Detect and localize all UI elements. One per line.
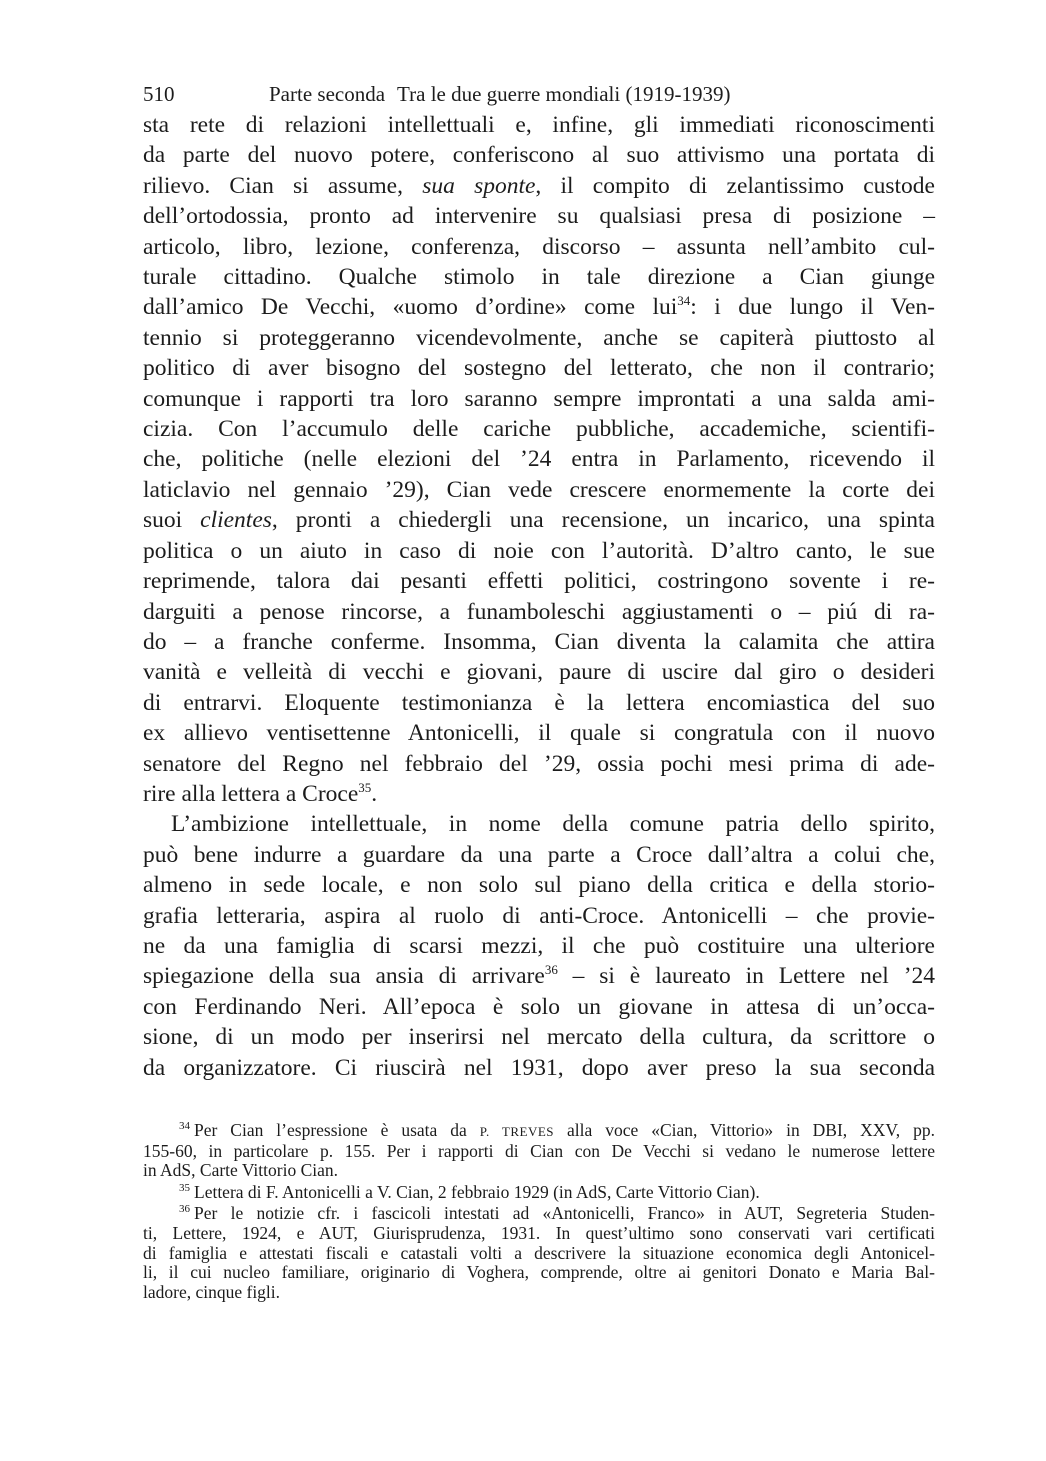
running-head-part: Parte seconda [269,82,386,106]
footnote-line [143,1204,935,1224]
text-span: , il compito di zelantissimo custode [535,172,935,199]
author-name: P. TREVES [479,1124,555,1139]
text-span: Per Cian l’espressione è usata da [194,1120,480,1140]
text-span: alla voce «Cian, Vittorio» in DBI, XXV, pp. [554,1120,935,1140]
footnotes [143,1121,935,1304]
text-span: rilievo. Cian si assume, [143,172,423,199]
italic-phrase: clientes [200,507,272,534]
text-line: sta rete di relazioni intellettuali e, infine, gli immediati riconoscimenti [143,112,935,138]
paragraph-1 [143,110,935,809]
footnote-number: 36 [179,1203,190,1216]
footnote-35 [143,1183,935,1203]
footnote-line: 155-60, in particolare p. 155. Per i rapporti di Cian con De Vecchi si vedano le numerose lettere [143,1140,935,1161]
text-span: , pronti a chiedergli una recensione, un incarico, una spinta [271,507,935,534]
text-line: che, politiche (nelle elezioni del ’24 entra in Parlamento, ricevendo il [143,446,935,473]
text-line: dell’ortodossia, pronto ad intervenire su qualsiasi presa di posizione – [143,203,935,230]
text-line [143,292,935,322]
text-line: grafia letteraria, aspira al ruolo di anti-Croce. Antonicelli – che provie- [143,902,935,929]
running-head [143,80,935,110]
text-line: sione, di un modo per inserirsi nel mercato della cultura, da scrittore o [143,1024,935,1051]
text-line: ex allievo ventisettenne Antonicelli, il quale si congratula con il nuovo [143,720,935,747]
text-line: darguiti a penose rincorse, a funamboleschi aggiustamenti o – piú di ra- [143,598,935,625]
text-line [143,171,935,201]
text-span: spiegazione della sua ansia di arrivare [143,963,545,990]
text-line: di entrarvi. Eloquente testimonianza è la lettera encomiastica del suo [143,689,935,716]
text-line [143,961,935,991]
text-line: turale cittadino. Qualche stimolo in tale direzione a Cian giunge [143,264,935,291]
page [143,80,935,1083]
paragraph-2 [143,809,935,1083]
text-line: almeno in sede locale, e non solo sul piano della critica e della storio- [143,872,935,899]
text-line: senatore del Regno nel febbraio del ’29, ossia pochi mesi prima di ade- [143,750,935,777]
footnote-line: ti, Lettere, 1924, e AUT, Giurisprudenza, 1931. In quest’ultimo sono conservati vari certificati [143,1222,935,1243]
footnote-line [143,1121,935,1142]
page-number: 510 [143,82,175,106]
footnote-number: 34 [179,1120,190,1132]
text-span: suoi [143,507,201,534]
text-line [143,505,935,535]
italic-phrase: sua sponte [422,172,536,199]
text-span: : i due lungo il Ven- [690,294,935,321]
footnote-34 [143,1121,935,1181]
text-line: politico di aver bisogno del sostegno del letterato, che non il contrario; [143,355,935,382]
text-line: tennio si proteggeranno vicendevolmente, anche se capiterà piuttosto al [143,324,935,351]
footnote-ref-34[interactable]: 34 [677,293,691,309]
text-line: comunque i rapporti tra loro saranno sempre improntati a una salda ami- [143,385,935,412]
text-span: rire alla lettera a Croce [143,780,359,807]
text-line: da organizzatore. Ci riuscirà nel 1931, dopo aver preso la sua seconda [143,1054,935,1081]
text-line: vanità e velleità di vecchi e giovani, paure di uscire dal giro o desideri [143,659,935,686]
text-span: Per le notizie cfr. i fascicoli intestati ad «Antonicelli, Franco» in AUT, Segreteria Studen- [194,1203,935,1224]
text-line: reprimende, talora dai pesanti effetti politici, costringono sovente i re- [143,568,935,595]
footnote-ref-35[interactable]: 35 [358,779,372,795]
text-line: cizia. Con l’accumulo delle cariche pubbliche, accademiche, scientifi- [143,416,935,443]
text-line: ne da una famiglia di scarsi mezzi, il che può costituire una ulteriore [143,932,935,959]
text-line [143,779,935,809]
footnote-line: li, il cui nucleo familiare, originario di Voghera, comprende, oltre ai genitori Donato e Maria Bal- [143,1262,935,1283]
footnote-number: 35 [179,1181,190,1194]
footnote-ref-36[interactable]: 36 [544,962,558,978]
text-span: Lettera di F. Antonicelli a V. Cian, 2 febbraio 1929 (in AdS, Carte Vittorio Cian). [194,1181,760,1202]
text-span: – si è laureato in Lettere nel ’24 [557,963,936,990]
footnote-line [143,1183,935,1203]
running-head-chapter: Tra le due guerre mondiali (1919-1939) [397,82,731,106]
footnote-36 [143,1204,935,1302]
footnote-line: ladore, cinque figli. [143,1281,281,1302]
text-line: politica o un aiuto in caso di noie con l’autorità. D’altro canto, le sue [143,537,935,564]
text-span: dall’amico De Vecchi, «uomo d’ordine» come lui [143,294,678,321]
footnote-line: di famiglia e attestati fiscali e catastali volti a descrivere la situazione economica degli Antonicel- [143,1242,935,1263]
text-line: può bene indurre a guardare da una parte a Croce dall’altra a colui che, [143,841,935,868]
text-line: con Ferdinando Neri. All’epoca è solo un giovane in attesa di un’occa- [143,993,935,1020]
text-span: . [371,780,378,807]
text-line: articolo, libro, lezione, conferenza, discorso – assunta nell’ambito cul- [143,233,935,260]
footnote-line: in AdS, Carte Vittorio Cian. [143,1160,339,1181]
text-line: do – a franche conferme. Insomma, Cian diventa la calamita che attira [143,628,935,655]
body-text [143,110,935,1083]
text-line: da parte del nuovo potere, conferiscono al suo attivismo una portata di [143,142,935,169]
text-line: L’ambizione intellettuale, in nome della comune patria dello spirito, [171,811,935,838]
text-line: laticlavio nel gennaio ’29), Cian vede crescere enormemente la corte dei [143,476,935,503]
